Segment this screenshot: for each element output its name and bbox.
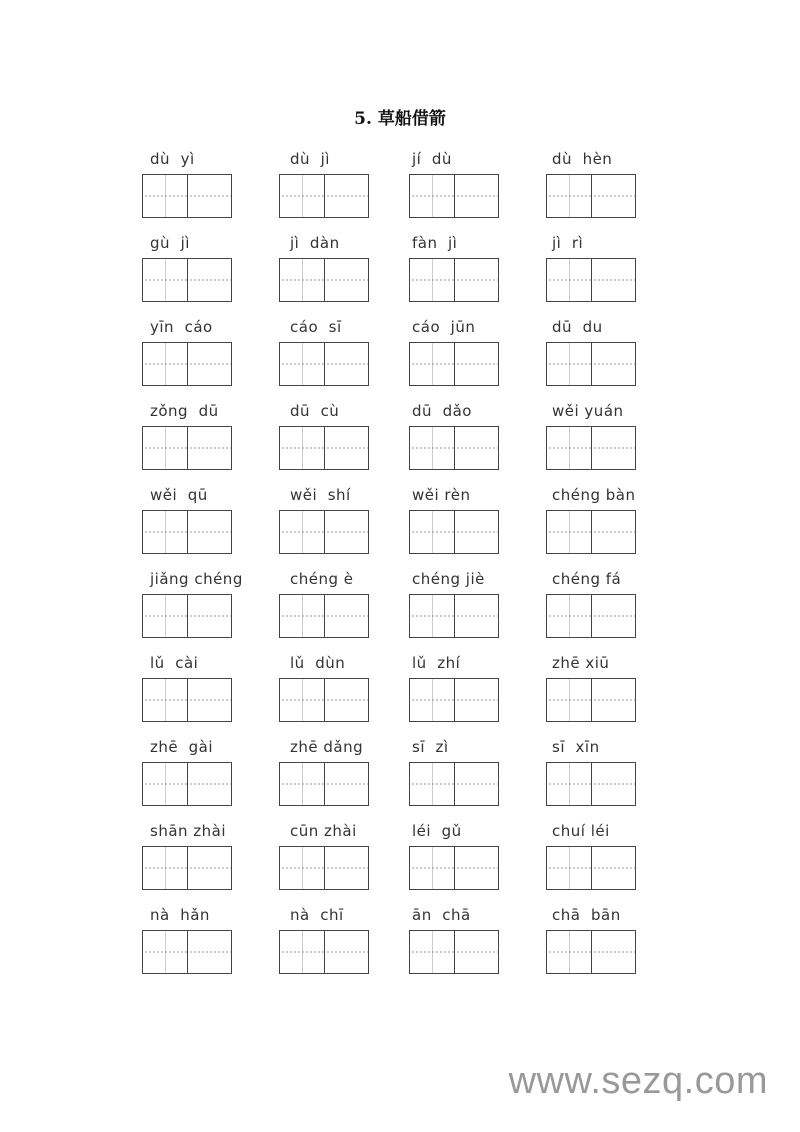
pinyin-label: chéng fá [552, 570, 622, 588]
pinyin-label: cáo sī [290, 318, 342, 336]
writing-boxes[interactable] [142, 678, 232, 722]
writing-cell[interactable] [592, 511, 636, 553]
writing-cell[interactable] [325, 175, 369, 217]
pinyin-label: sī xīn [552, 738, 600, 756]
writing-boxes[interactable] [279, 846, 369, 890]
writing-cell[interactable] [325, 511, 369, 553]
pinyin-label: wěi qū [150, 486, 208, 504]
page-title: 5. 草船借箭 [354, 109, 446, 129]
writing-cell[interactable] [455, 427, 499, 469]
writing-cell[interactable] [592, 175, 636, 217]
pinyin-label: shān zhài [150, 822, 227, 840]
writing-boxes[interactable] [142, 174, 232, 218]
writing-cell[interactable] [280, 931, 325, 973]
writing-boxes[interactable] [546, 510, 636, 554]
pinyin-label: dù jì [290, 150, 330, 168]
writing-cell[interactable] [455, 343, 499, 385]
writing-cell[interactable] [280, 679, 325, 721]
writing-cell[interactable] [325, 763, 369, 805]
writing-cell[interactable] [143, 847, 188, 889]
pinyin-label: lǔ dùn [290, 654, 346, 672]
writing-cell[interactable] [325, 595, 369, 637]
writing-cell[interactable] [188, 511, 232, 553]
writing-cell[interactable] [455, 931, 499, 973]
pinyin-label: chā bān [552, 906, 621, 924]
writing-boxes[interactable] [279, 258, 369, 302]
writing-cell[interactable] [188, 175, 232, 217]
pinyin-label: wěi shí [290, 486, 351, 504]
pinyin-label: wěi yuán [552, 402, 624, 420]
pinyin-label: nà hǎn [150, 906, 210, 924]
writing-cell[interactable] [592, 259, 636, 301]
writing-cell[interactable] [410, 847, 455, 889]
writing-boxes[interactable] [142, 762, 232, 806]
writing-boxes[interactable] [279, 174, 369, 218]
writing-cell[interactable] [410, 343, 455, 385]
writing-cell[interactable] [547, 343, 592, 385]
writing-cell[interactable] [547, 511, 592, 553]
writing-boxes[interactable] [409, 342, 499, 386]
writing-cell[interactable] [280, 175, 325, 217]
writing-boxes[interactable] [409, 846, 499, 890]
writing-cell[interactable] [410, 763, 455, 805]
writing-boxes[interactable] [279, 510, 369, 554]
writing-cell[interactable] [280, 259, 325, 301]
writing-boxes[interactable] [409, 930, 499, 974]
writing-cell[interactable] [188, 763, 232, 805]
pinyin-label: chéng è [290, 570, 354, 588]
pinyin-label: dū du [552, 318, 603, 336]
writing-boxes[interactable] [546, 846, 636, 890]
writing-cell[interactable] [143, 175, 188, 217]
writing-boxes[interactable] [546, 594, 636, 638]
writing-cell[interactable] [410, 427, 455, 469]
writing-boxes[interactable] [279, 762, 369, 806]
pinyin-label: lǔ zhí [412, 654, 461, 672]
writing-cell[interactable] [455, 763, 499, 805]
writing-boxes[interactable] [142, 930, 232, 974]
writing-cell[interactable] [547, 259, 592, 301]
writing-cell[interactable] [547, 931, 592, 973]
pinyin-label: zhē dǎng [290, 738, 364, 756]
writing-boxes[interactable] [142, 594, 232, 638]
pinyin-label: dù hèn [552, 150, 613, 168]
writing-cell[interactable] [280, 763, 325, 805]
writing-boxes[interactable] [279, 342, 369, 386]
writing-cell[interactable] [592, 931, 636, 973]
writing-cell[interactable] [592, 763, 636, 805]
writing-boxes[interactable] [142, 258, 232, 302]
writing-boxes[interactable] [546, 426, 636, 470]
pinyin-label: chéng bàn [552, 486, 636, 504]
pinyin-label: dù yì [150, 150, 195, 168]
writing-cell[interactable] [410, 595, 455, 637]
watermark: www.sezq.com [508, 1060, 768, 1102]
writing-cell[interactable] [280, 847, 325, 889]
writing-cell[interactable] [143, 511, 188, 553]
pinyin-label: chéng jiè [412, 570, 485, 588]
writing-cell[interactable] [143, 259, 188, 301]
writing-cell[interactable] [592, 343, 636, 385]
writing-cell[interactable] [455, 595, 499, 637]
writing-cell[interactable] [325, 931, 369, 973]
pinyin-label: lǔ cài [150, 654, 199, 672]
pinyin-label: wěi rèn [412, 486, 471, 504]
writing-boxes[interactable] [279, 930, 369, 974]
writing-cell[interactable] [547, 427, 592, 469]
writing-boxes[interactable] [546, 342, 636, 386]
writing-boxes[interactable] [546, 930, 636, 974]
pinyin-label: fàn jì [412, 234, 458, 252]
writing-boxes[interactable] [142, 510, 232, 554]
pinyin-label: nà chī [290, 906, 344, 924]
writing-cell[interactable] [547, 679, 592, 721]
writing-cell[interactable] [188, 259, 232, 301]
writing-boxes[interactable] [409, 258, 499, 302]
writing-boxes[interactable] [546, 258, 636, 302]
writing-boxes[interactable] [142, 846, 232, 890]
writing-cell[interactable] [410, 679, 455, 721]
writing-boxes[interactable] [279, 426, 369, 470]
pinyin-label: cáo jūn [412, 318, 476, 336]
writing-cell[interactable] [325, 427, 369, 469]
pinyin-label: ān chā [412, 906, 471, 924]
writing-cell[interactable] [547, 175, 592, 217]
writing-cell[interactable] [325, 679, 369, 721]
writing-cell[interactable] [143, 595, 188, 637]
writing-boxes[interactable] [409, 426, 499, 470]
pinyin-label: gù jì [150, 234, 190, 252]
writing-cell[interactable] [280, 427, 325, 469]
pinyin-label: dū dǎo [412, 402, 472, 420]
writing-cell[interactable] [455, 175, 499, 217]
writing-cell[interactable] [547, 595, 592, 637]
writing-boxes[interactable] [409, 510, 499, 554]
writing-cell[interactable] [143, 427, 188, 469]
writing-boxes[interactable] [546, 762, 636, 806]
writing-cell[interactable] [143, 763, 188, 805]
writing-cell[interactable] [592, 847, 636, 889]
writing-cell[interactable] [410, 175, 455, 217]
writing-boxes[interactable] [279, 678, 369, 722]
writing-boxes[interactable] [142, 342, 232, 386]
writing-cell[interactable] [592, 427, 636, 469]
writing-cell[interactable] [188, 931, 232, 973]
writing-cell[interactable] [325, 259, 369, 301]
pinyin-label: chuí léi [552, 822, 610, 840]
writing-cell[interactable] [188, 343, 232, 385]
writing-cell[interactable] [188, 427, 232, 469]
writing-boxes[interactable] [409, 762, 499, 806]
writing-cell[interactable] [410, 511, 455, 553]
writing-cell[interactable] [188, 847, 232, 889]
pinyin-label: yīn cáo [150, 318, 213, 336]
writing-cell[interactable] [592, 595, 636, 637]
writing-boxes[interactable] [546, 174, 636, 218]
writing-cell[interactable] [325, 847, 369, 889]
writing-cell[interactable] [188, 679, 232, 721]
writing-cell[interactable] [410, 259, 455, 301]
pinyin-label: jiǎng chéng [150, 570, 243, 588]
writing-boxes[interactable] [279, 594, 369, 638]
writing-cell[interactable] [280, 595, 325, 637]
writing-cell[interactable] [143, 931, 188, 973]
writing-cell[interactable] [455, 847, 499, 889]
pinyin-label: sī zì [412, 738, 449, 756]
writing-boxes[interactable] [546, 678, 636, 722]
writing-cell[interactable] [280, 511, 325, 553]
writing-cell[interactable] [547, 763, 592, 805]
writing-cell[interactable] [410, 931, 455, 973]
pinyin-label: jì dàn [290, 234, 340, 252]
pinyin-label: léi gǔ [412, 822, 462, 840]
pinyin-label: jí dù [412, 150, 452, 168]
writing-cell[interactable] [455, 511, 499, 553]
pinyin-label: dū cù [290, 402, 340, 420]
writing-boxes[interactable] [409, 594, 499, 638]
pinyin-label: cūn zhài [290, 822, 357, 840]
writing-cell[interactable] [455, 259, 499, 301]
writing-cell[interactable] [592, 679, 636, 721]
writing-cell[interactable] [547, 847, 592, 889]
writing-boxes[interactable] [409, 678, 499, 722]
writing-cell[interactable] [280, 343, 325, 385]
pinyin-label: zhē gài [150, 738, 214, 756]
pinyin-label: zhē xiū [552, 654, 610, 672]
pinyin-label: zǒng dū [150, 402, 219, 420]
writing-cell[interactable] [143, 679, 188, 721]
writing-boxes[interactable] [142, 426, 232, 470]
writing-boxes[interactable] [409, 174, 499, 218]
writing-cell[interactable] [325, 343, 369, 385]
writing-cell[interactable] [188, 595, 232, 637]
writing-cell[interactable] [455, 679, 499, 721]
pinyin-label: jì rì [552, 234, 584, 252]
writing-cell[interactable] [143, 343, 188, 385]
